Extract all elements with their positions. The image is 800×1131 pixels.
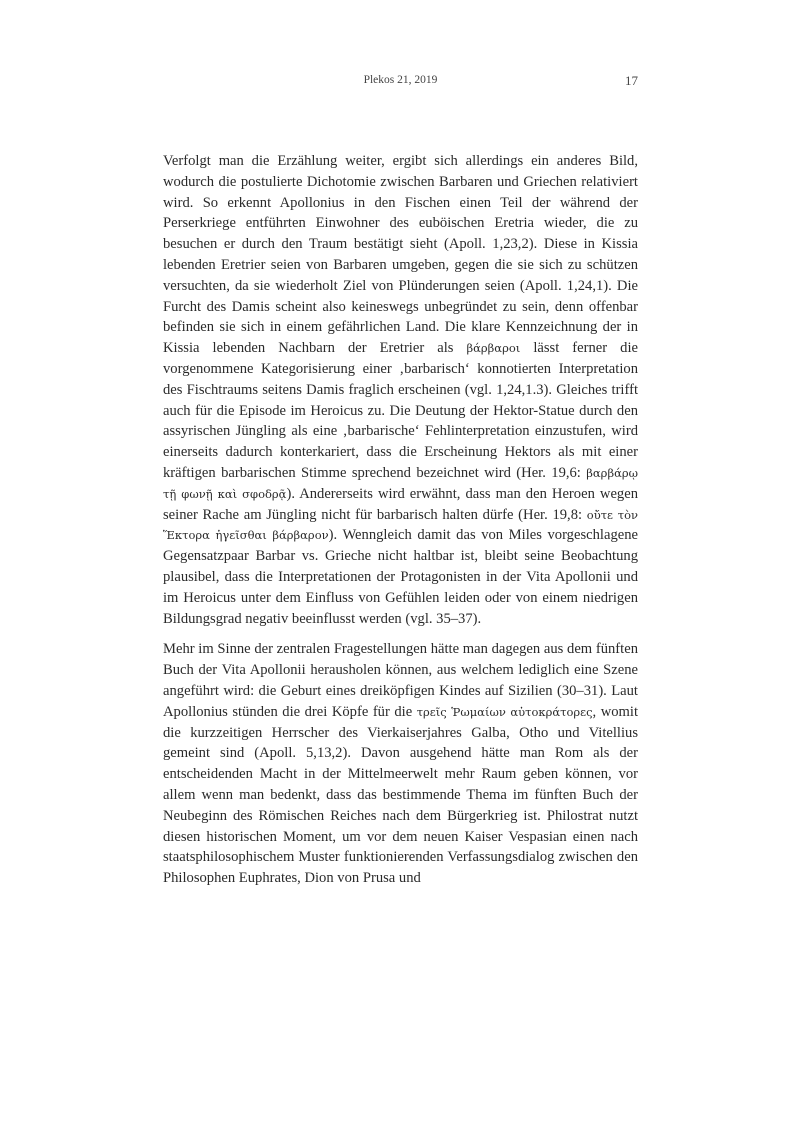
text-run: lässt ferner die vorgenommene Kategorisierung einer ‚barbarisch‘ konnotierten Interpretation des Fischtraums seitens Damis fraglich erscheinen (vgl. 1,24,1.3). Gleiches trifft auch für die Episode im Heroicus zu. Die Deutung der Hektor-Statue durch den assyrischen Jüngling als eine ‚barbarische‘ Fehlinterpretation einzustufen, wird einerseits dadurch konterkariert, dass die Erscheinung Hektors als mit einer kräftigen barbarischen Stimme sprechend bezeichnet wird (Her. 19,6: — [163, 340, 638, 481]
page-number: 17 — [625, 73, 638, 88]
greek-quote: βαρβάρῳ τῇ φωνῇ καὶ σφοδρᾷ — [163, 465, 638, 501]
running-head: Plekos 21, 2019 — [363, 74, 438, 86]
body-text — [163, 151, 638, 889]
text-run: Mehr im Sinne der zentralen Fragestellungen hätte man dagegen aus dem fünften Buch der Vita Apollonii herausholen können, aus welchem lediglich eine Szene angeführt wird: die Geburt eines dreiköpfigen Kindes auf Sizilien (30–31). Laut Apollonius stünden die drei Köpfe für die — [163, 641, 638, 720]
greek-quote: τρεῖς Ῥωμαίων αὐτοκράτορες — [416, 704, 593, 719]
greek-quote: βάρβαροι — [466, 341, 521, 356]
text-run: ). Wenngleich damit das von Miles vorgeschlagene Gegensatzpaar Barbar vs. Grieche nicht haltbar ist, bleibt seine Beobachtung plausibel, dass die Interpretationen der Protagonisten in der Vita Apollonii und im Heroicus unter dem Einfluss von Gefühlen leiden oder von einem niedrigen Bildungsgrad negativ beeinflusst werden (vgl. 35–37). — [163, 527, 638, 627]
page-header — [163, 74, 638, 90]
text-run: Verfolgt man die Erzählung weiter, ergibt sich allerdings ein anderes Bild, wodurch die postulierte Dichotomie zwischen Barbaren und Griechen relativiert wird. So erkennt Apollonius in den Fischen einen Teil der während der Perserkriege entführten Einwohner des euböischen Eretria wieder, die zu besuchen er durch den Traum bestätigt sieht (Apoll. 1,23,2). Diese in Kissia lebenden Eretrier seien von Barbaren umgeben, gegen die sie sich zu schützen versuchten, da sie wiederholt Ziel von Plünderungen seien (Apoll. 1,24,1). Die Furcht des Damis scheint also keineswegs unbegründet zu sein, denn offenbar befinden sie sich in einem gefährlichen Land. Die klare Kennzeichnung der in Kissia lebenden Nachbarn der Eretrier als — [163, 153, 638, 357]
greek-quote: οὔτε τὸν Ἕκτορα ἡγεῖσθαι βάρβαρον — [163, 507, 639, 543]
text-run: , womit die kurzzeitigen Herrscher des Vierkaiserjahres Galba, Otho und Vitellius gemeint sind (Apoll. 5,13,2). Davon ausgehend hätte man Rom als der entscheidenden Macht in der Mittelmeerwelt mehr Raum geben können, vor allem wenn man bedenkt, dass das bestimmende Thema im fünften Buch der Neubeginn des Römischen Reiches nach dem Bürgerkrieg ist. Philostrat nutzt diesen historischen Moment, um vor dem neuen Kaiser Vespasian einen nach staatsphilosophischem Muster funktionierenden Verfassungsdialog zwischen den Philosophen Euphrates, Dion von Prusa und — [163, 703, 639, 887]
paragraph — [163, 639, 638, 889]
text-run: ). Andererseits wird erwähnt, dass man den Heroen wegen seiner Rache am Jüngling nicht für barbarisch halten dürfe (Her. 19,8: — [163, 485, 638, 523]
paragraph — [163, 151, 638, 629]
